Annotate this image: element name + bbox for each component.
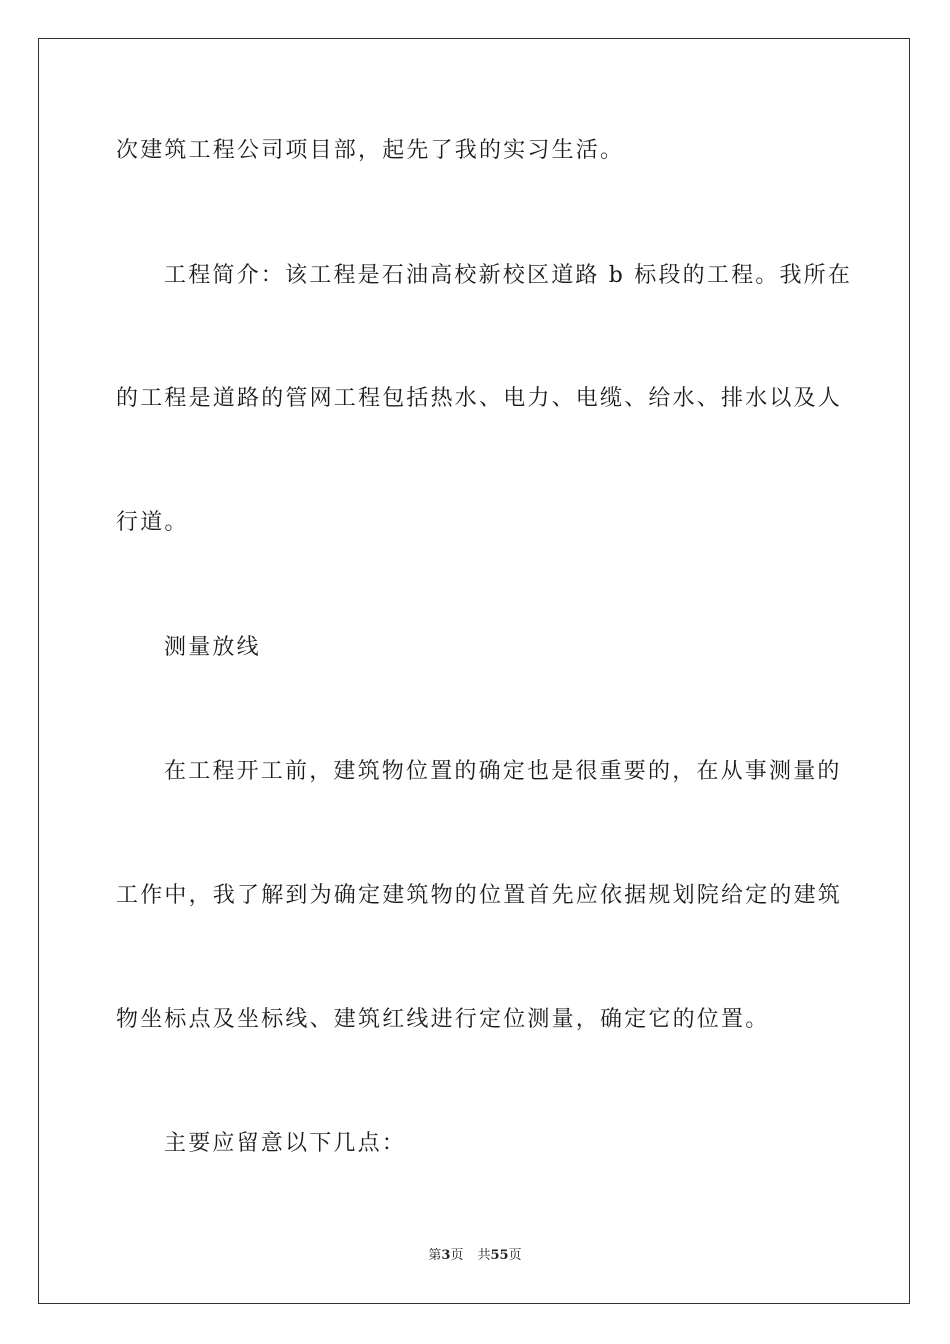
paragraph-surveying: 在工程开工前，建筑物位置的确定也是很重要的，在从事测量的	[164, 759, 842, 784]
body-text-line: 的工程是道路的管网工程包括热水、电力、电缆、给水、排水以及人	[116, 386, 843, 411]
footer-page-suffix: 页	[450, 1248, 464, 1263]
body-text-line: 行道。	[116, 510, 189, 535]
paragraph-key-points: 主要应留意以下几点：	[164, 1131, 407, 1156]
section-heading-surveying: 测量放线	[164, 635, 261, 660]
footer-page-number: 3	[441, 1248, 451, 1263]
footer-total-prefix: 共	[477, 1248, 491, 1263]
footer-page-prefix: 第	[428, 1248, 442, 1263]
body-text-line: 物坐标点及坐标线、建筑红线进行定位测量，确定它的位置。	[116, 1007, 770, 1032]
footer-total-pages: 55	[490, 1248, 509, 1263]
body-text-line: 次建筑工程公司项目部，起先了我的实习生活。	[116, 138, 625, 163]
page-border	[38, 38, 910, 1304]
body-text-line: 工作中，我了解到为确定建筑物的位置首先应依据规划院给定的建筑	[116, 883, 843, 908]
footer-total-suffix: 页	[508, 1248, 522, 1263]
page-footer	[0, 1247, 950, 1265]
paragraph-project-intro: 工程简介：该工程是石油高校新校区道路 b 标段的工程。我所在	[164, 263, 853, 288]
